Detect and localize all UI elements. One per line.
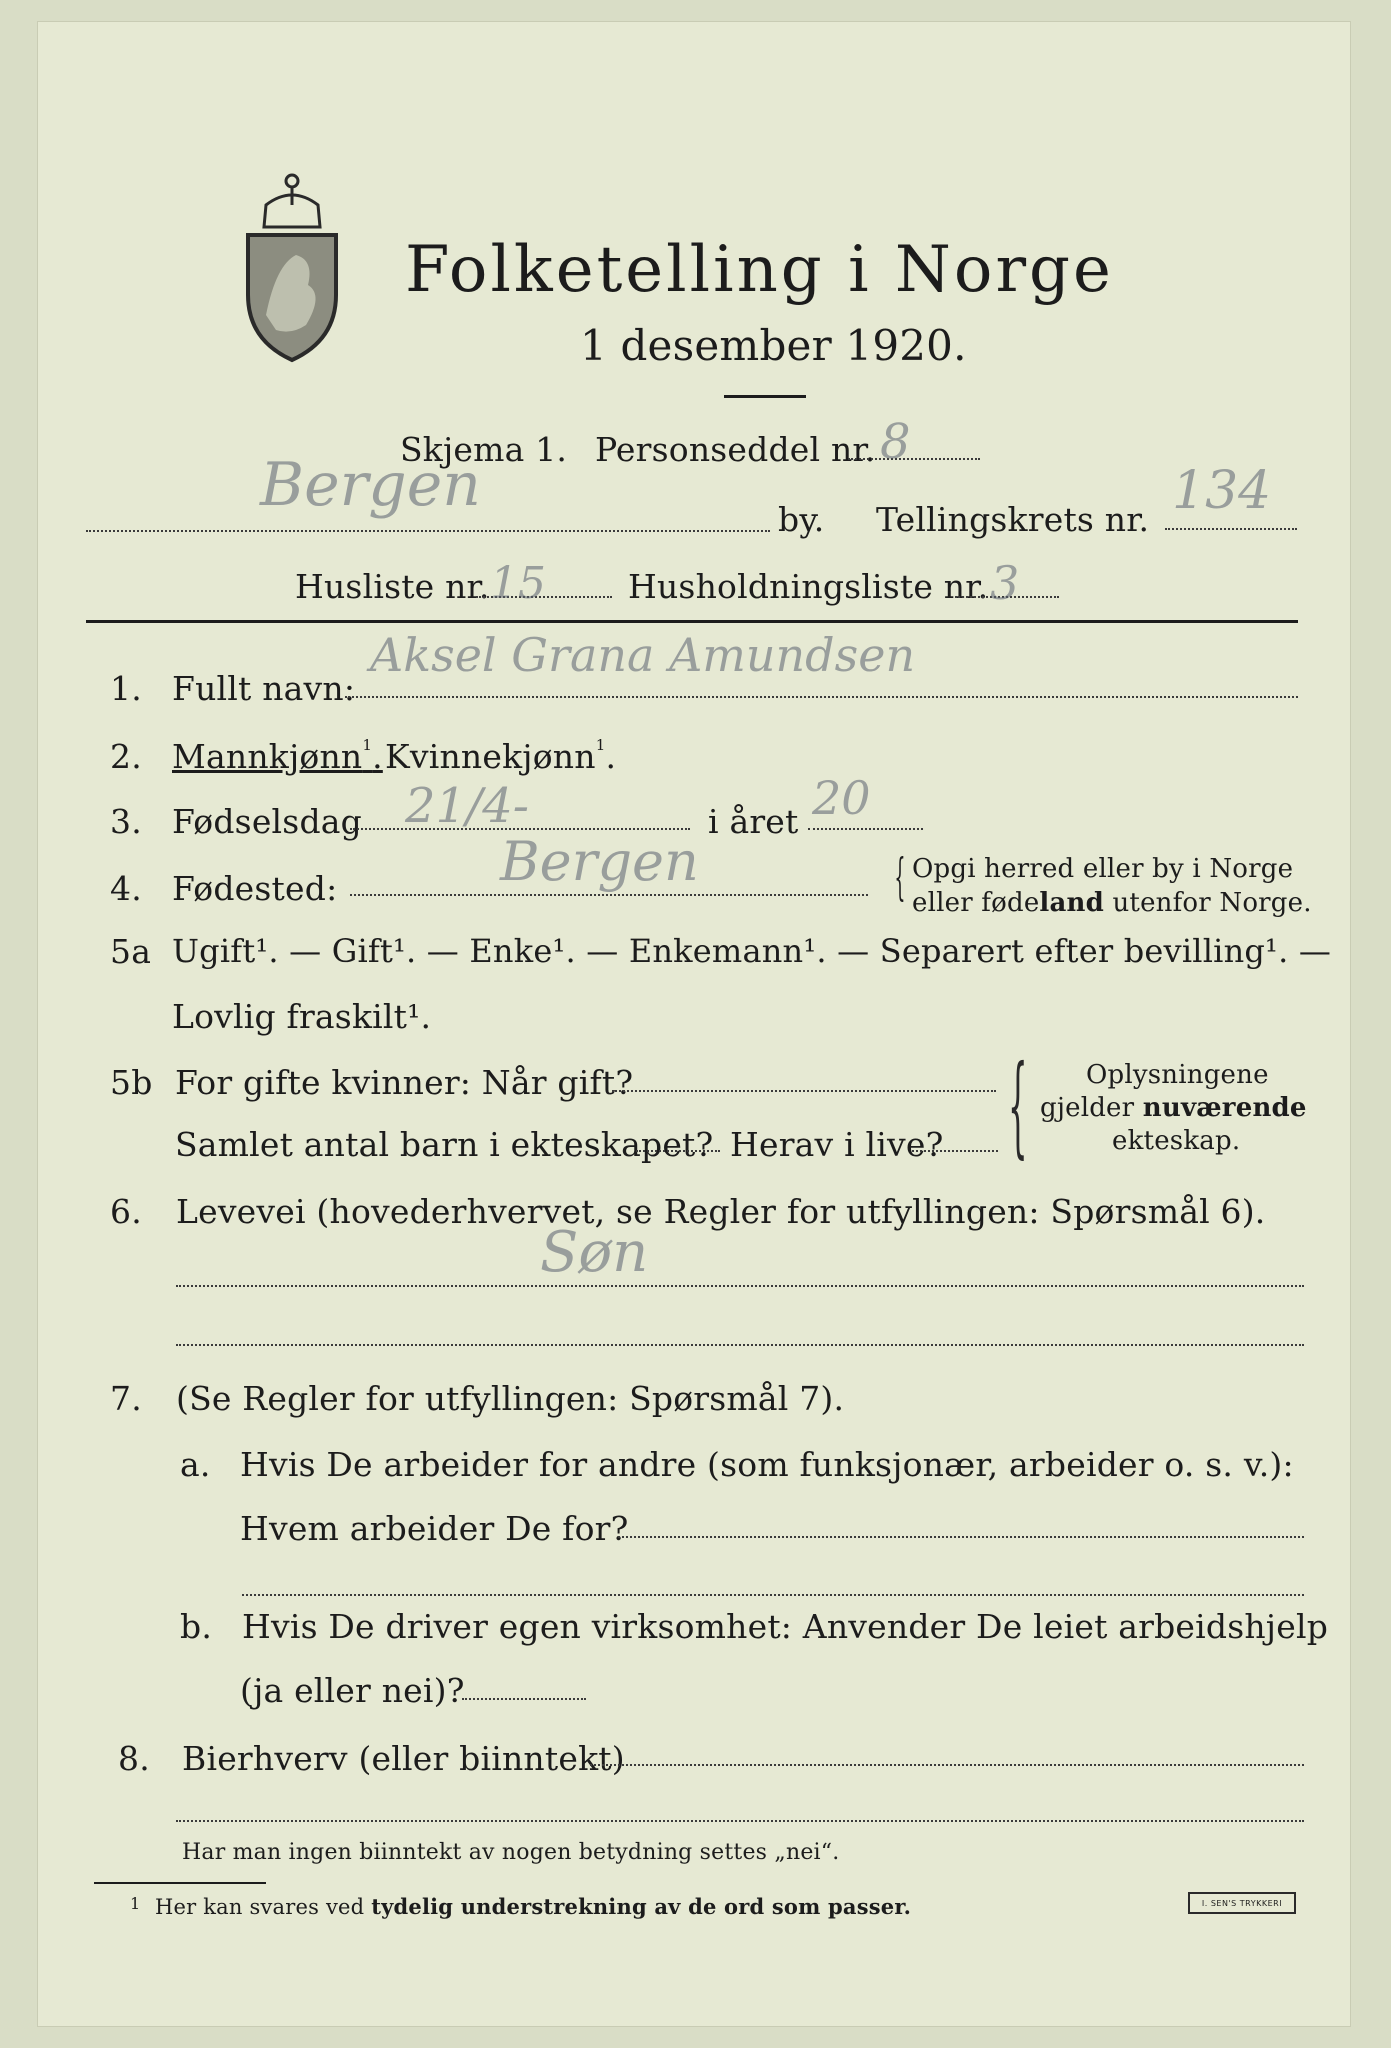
- q2-number: 2.: [110, 737, 142, 776]
- footnote-text-b: tydelig understrekning av de ord som passer.: [371, 1894, 912, 1919]
- q5b-label-3: Herav i live?: [730, 1125, 944, 1164]
- sex-option-male[interactable]: Mannkjønn$^1$.: [172, 736, 383, 776]
- q4-number: 4.: [110, 869, 142, 908]
- husholdningsliste-value: 3: [990, 556, 1020, 610]
- q8-number: 8.: [118, 1739, 150, 1778]
- marital-status-options-2[interactable]: Lovlig fraskilt¹.: [172, 997, 432, 1036]
- place-value: Bergen: [260, 450, 481, 520]
- occupation-line-2[interactable]: [176, 1344, 1304, 1346]
- form-date: 1 desember 1920.: [580, 321, 967, 370]
- footnote-text: [155, 1896, 911, 1918]
- q3-number: 3.: [110, 802, 142, 841]
- side-income-line-2[interactable]: [176, 1820, 1304, 1822]
- birthplace-line[interactable]: [350, 894, 868, 896]
- q6-number: 6.: [110, 1192, 142, 1231]
- occupation-line-1[interactable]: [176, 1285, 1304, 1287]
- q7b-text: Hvis De driver egen virksomhet: Anvender De leiet arbeidshjelp: [242, 1607, 1329, 1646]
- q4-note-1: Opgi herred eller by i Norge: [912, 854, 1294, 884]
- footnote-rule: [94, 1882, 266, 1884]
- q5b-label-2: Samlet antal barn i ekteskapet?: [175, 1125, 714, 1164]
- sex-option-female[interactable]: Kvinnekjønn$^1$.: [385, 736, 617, 776]
- full-name-value: Aksel Grana Amundsen: [370, 628, 916, 682]
- children-count-line[interactable]: [636, 1150, 720, 1152]
- q7a-text: Hvis De arbeider for andre (som funksjonær, arbeider o. s. v.):: [240, 1445, 1294, 1484]
- q5a-number: 5a: [110, 932, 152, 971]
- husliste-value: 15: [490, 558, 546, 609]
- q3-label: Fødselsdag: [172, 802, 362, 841]
- tellingskrets-value: 134: [1172, 461, 1272, 521]
- printer-stamp-text: I. SEN'S TRYKKERI: [1201, 1898, 1283, 1908]
- side-income-line-1[interactable]: [590, 1764, 1304, 1766]
- occupation-value: Søn: [540, 1220, 649, 1285]
- q7a-letter: a.: [180, 1445, 211, 1484]
- personseddel-label: Personseddel nr.: [595, 430, 876, 469]
- by-label: by.: [778, 500, 825, 539]
- sex-male-label: Mannkjønn: [172, 737, 363, 776]
- q4-label: Fødested:: [172, 869, 338, 908]
- q7b-text-2: (ja eller nei)?: [240, 1671, 465, 1710]
- title-divider: [724, 395, 806, 398]
- q5b-note-2a: gjelder: [1040, 1093, 1143, 1123]
- header-rule: [86, 620, 1298, 623]
- schema-label: Skjema 1.: [400, 430, 568, 469]
- footnote-text-a: Her kan svares ved: [155, 1895, 372, 1919]
- q4-note-2b: land: [1039, 888, 1105, 918]
- q4-note-2: [912, 890, 1312, 916]
- q1-number: 1.: [110, 669, 142, 708]
- norway-coat-of-arms-icon: [236, 165, 348, 365]
- employer-line-1[interactable]: [618, 1536, 1304, 1538]
- q4-brace: {: [894, 848, 906, 906]
- q5b-brace: {: [1008, 1041, 1028, 1169]
- q4-note-2a: eller føde: [912, 888, 1040, 918]
- q8-note: Har man ingen biinntekt av nogen betydning settes „nei“.: [182, 1840, 840, 1865]
- tellingskrets-label: Tellingskrets nr.: [876, 500, 1150, 539]
- tellingskrets-line[interactable]: [1165, 528, 1297, 530]
- sex-female-label: Kvinnekjønn: [385, 737, 596, 776]
- q8-label: Bierhverv (eller biinntekt): [182, 1739, 625, 1778]
- q7-number: 7.: [110, 1379, 142, 1418]
- married-when-line[interactable]: [612, 1090, 996, 1092]
- personseddel-value: 8: [880, 414, 911, 470]
- full-name-line[interactable]: [345, 696, 1298, 698]
- q4-note-2c: utenfor Norge.: [1104, 888, 1312, 918]
- q5b-note-3: ekteskap.: [1112, 1126, 1241, 1156]
- q7-label: (Se Regler for utfyllingen: Spørsmål 7).: [176, 1379, 845, 1418]
- q5b-number: 5b: [110, 1063, 153, 1102]
- q5b-note-1: Oplysningene: [1086, 1060, 1269, 1090]
- q6-label: Levevei (hovederhvervet, se Regler for utfyllingen: Spørsmål 6).: [176, 1192, 1266, 1231]
- birthyear-value: 20: [812, 771, 871, 825]
- q1-label: Fullt navn:: [172, 669, 356, 708]
- marital-status-options[interactable]: Ugift¹. — Gift¹. — Enke¹. — Enkemann¹. — Separert efter bevilling¹. —: [172, 932, 1332, 970]
- place-line[interactable]: [86, 530, 770, 532]
- husholdningsliste-label: Husholdningsliste nr.: [628, 567, 989, 606]
- q7a-text-2: Hvem arbeider De for?: [240, 1509, 629, 1548]
- q5b-note-2: [1040, 1095, 1307, 1121]
- hired-help-line[interactable]: [462, 1698, 586, 1700]
- form-title: Folketelling i Norge: [405, 233, 1114, 307]
- personseddel-line[interactable]: [848, 458, 980, 460]
- q7b-letter: b.: [180, 1607, 213, 1646]
- q5b-label-1: For gifte kvinner: Når gift?: [175, 1063, 634, 1102]
- q5b-note-2b: nuværende: [1142, 1093, 1307, 1123]
- birthyear-line[interactable]: [808, 828, 923, 830]
- employer-line-2[interactable]: [242, 1594, 1304, 1596]
- husliste-label: Husliste nr.: [295, 567, 490, 606]
- footnote-mark: 1: [130, 1894, 141, 1913]
- printer-stamp: [1188, 1892, 1296, 1914]
- birthplace-value: Bergen: [500, 830, 699, 893]
- children-alive-line[interactable]: [912, 1150, 998, 1152]
- birthdate-value: 21/4-: [405, 778, 530, 834]
- q3-year-label: i året: [708, 802, 799, 841]
